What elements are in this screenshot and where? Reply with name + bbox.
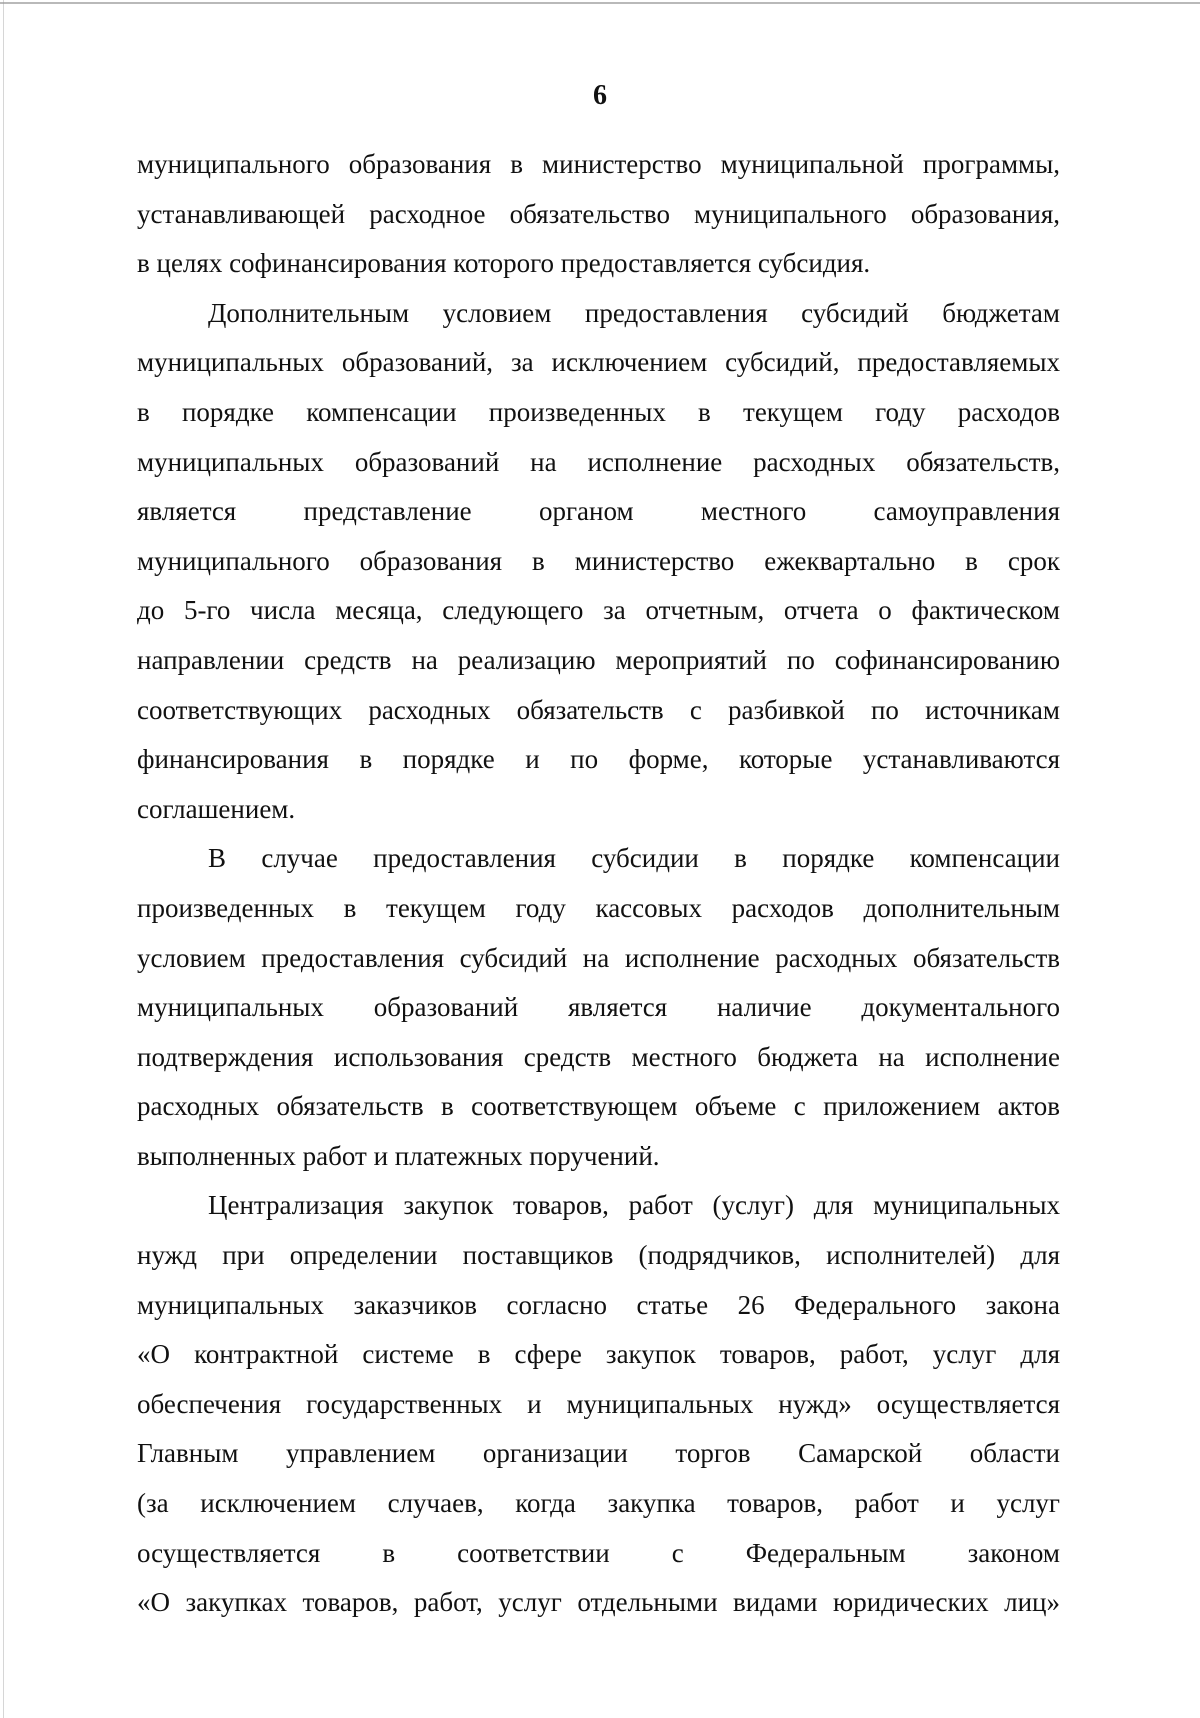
text-line: в целях софинансирования которого предоставляется субсидия. xyxy=(137,248,871,279)
text-line: муниципального образования в министерство ежеквартально в срок xyxy=(137,545,1060,576)
text-line: муниципального образования в министерство муниципальной программы, xyxy=(137,149,1060,179)
text-line: произведенных в текущем году кассовых расходов дополнительным xyxy=(137,892,1060,923)
text-line: устанавливающей расходное обязательство муниципального образования, xyxy=(137,198,1060,229)
text-line: Главным управлением организации торгов Самарской области xyxy=(137,1438,1060,1469)
text-line: расходных обязательств в соответствующем объеме с приложением актов xyxy=(137,1091,1060,1122)
text-line: выполненных работ и платежных поручений. xyxy=(137,1140,660,1171)
text-line: нужд при определении поставщиков (подрядчиков, исполнителей) для xyxy=(137,1240,1060,1271)
text-line: В случае предоставления субсидии в порядке компенсации xyxy=(208,843,1060,874)
text-line: обеспечения государственных и муниципальных нужд» осуществляется xyxy=(137,1388,1060,1419)
paragraph xyxy=(137,289,1060,835)
paragraph xyxy=(137,834,1060,1181)
text-line: муниципальных заказчиков согласно статье 26 Федерального закона xyxy=(137,1289,1060,1320)
text-line: направлении средств на реализацию мероприятий по софинансированию xyxy=(137,644,1060,675)
scan-top-edge xyxy=(0,2,1200,4)
text-line: Дополнительным условием предоставления субсидий бюджетам xyxy=(208,297,1060,328)
text-line: до 5-го числа месяца, следующего за отчетным, отчета о фактическом xyxy=(137,595,1060,626)
text-line: (за исключением случаев, когда закупка товаров, работ и услуг xyxy=(137,1488,1060,1519)
text-line: муниципальных образований, за исключением субсидий, предоставляемых xyxy=(137,347,1060,378)
text-line: в порядке компенсации произведенных в текущем году расходов xyxy=(137,396,1060,427)
page-number: 6 xyxy=(593,80,607,111)
text-line: муниципальных образований на исполнение расходных обязательств, xyxy=(137,446,1060,477)
text-line: подтверждения использования средств местного бюджета на исполнение xyxy=(137,1041,1060,1072)
text-line: осуществляется в соответствии с Федеральным законом xyxy=(137,1537,1060,1568)
text-line: является представление органом местного самоуправления xyxy=(137,496,1060,527)
scan-left-edge xyxy=(3,0,4,1718)
text-line: Централизация закупок товаров, работ (услуг) для муниципальных xyxy=(208,1190,1060,1221)
paragraph xyxy=(137,140,1060,289)
text-line: соглашением. xyxy=(137,793,296,824)
document-body xyxy=(137,140,1060,1628)
text-line: «О контрактной системе в сфере закупок товаров, работ, услуг для xyxy=(137,1339,1060,1370)
text-line: муниципальных образований является наличие документального xyxy=(137,992,1060,1023)
text-line: соответствующих расходных обязательств с разбивкой по источникам xyxy=(137,694,1060,725)
text-line: «О закупках товаров, работ, услуг отдельными видами юридических лиц» xyxy=(137,1587,1060,1618)
text-line: условием предоставления субсидий на исполнение расходных обязательств xyxy=(137,942,1060,973)
text-line: финансирования в порядке и по форме, которые устанавливаются xyxy=(137,744,1060,775)
paragraph xyxy=(137,1181,1060,1627)
